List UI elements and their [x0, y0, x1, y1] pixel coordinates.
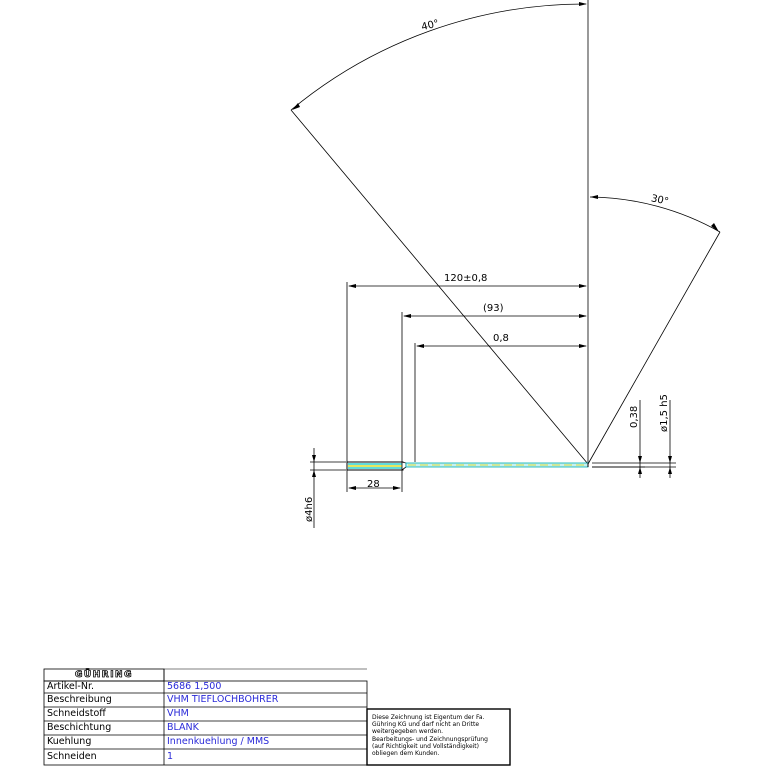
arrow-30-left — [590, 195, 598, 199]
notice-line: Diese Zeichnung ist Eigentum der Fa. — [372, 714, 485, 721]
notice-line: (auf Richtigkeit und Vollständigkeit) — [372, 742, 480, 750]
arrow-d4-bottom — [312, 470, 316, 477]
notice-line: Gühring KG und darf nicht an Dritte — [372, 721, 480, 729]
arrow-038-top — [638, 456, 642, 463]
arrowheads — [292, 2, 719, 490]
artikel-nr-value: 5686 1,500 — [167, 681, 222, 692]
beschichtung-label: Beschichtung — [47, 722, 112, 733]
notice-line: Bearbeitungs- und Zeichnungsprüfung — [372, 735, 488, 743]
dim-shank-length-label: 28 — [367, 479, 380, 490]
tool-body — [347, 462, 588, 470]
arrow-08-right — [579, 344, 587, 348]
dim-angle-top-label: 40° — [420, 18, 441, 34]
dim-diameter-shank-label: ø4h6 — [304, 496, 315, 522]
dim-diameter-tip-label: ø1,5 h5 — [659, 394, 670, 432]
arrow-d15-bottom — [668, 467, 672, 474]
dim-angle-right-label: 30° — [649, 193, 670, 208]
arrow-120-right — [579, 284, 587, 288]
arrow-28-left — [348, 486, 356, 490]
artikel-nr-label: Artikel-Nr. — [47, 681, 95, 692]
schneiden-value: 1 — [167, 751, 174, 762]
arrow-93-left — [403, 314, 411, 318]
angle-40-arc — [291, 4, 586, 110]
schneidstoff-label: Schneidstoff — [47, 708, 106, 719]
angle-40-construction-line — [291, 110, 588, 464]
notice-line: obliegen dem Kunden. — [372, 750, 440, 758]
gühring-logo: GÜHRING — [75, 670, 133, 680]
dim-length-small-label: 0,8 — [493, 333, 509, 344]
arrow-d4-top — [312, 455, 316, 462]
notice-line: weitergegeben werden. — [372, 728, 444, 736]
schneidstoff-value: VHM — [167, 708, 189, 719]
arrow-93-right — [579, 314, 587, 318]
arrow-d15-top — [668, 456, 672, 463]
kuehlung-value: Innenkuehlung / MMS — [167, 736, 270, 747]
ownership-notice — [369, 711, 509, 765]
arrow-40-right — [579, 2, 587, 6]
dim-length-ref-label: (93) — [483, 303, 504, 314]
angle-30-construction-line — [588, 232, 720, 464]
beschreibung-label: Beschreibung — [47, 694, 112, 705]
arrow-28-right — [393, 486, 401, 490]
dim-tip-offset-label: 0,38 — [629, 405, 640, 428]
beschreibung-value: VHM TIEFLOCHBOHRER — [167, 694, 279, 705]
arrow-120-left — [348, 284, 356, 288]
arrow-038-bottom — [638, 467, 642, 474]
beschichtung-value: BLANK — [167, 722, 199, 733]
arrow-08-left — [416, 344, 424, 348]
kuehlung-label: Kuehlung — [47, 736, 92, 747]
schneiden-label: Schneiden — [47, 751, 97, 762]
dim-length-total-label: 120±0,8 — [444, 273, 488, 284]
tool-transition — [402, 462, 406, 470]
